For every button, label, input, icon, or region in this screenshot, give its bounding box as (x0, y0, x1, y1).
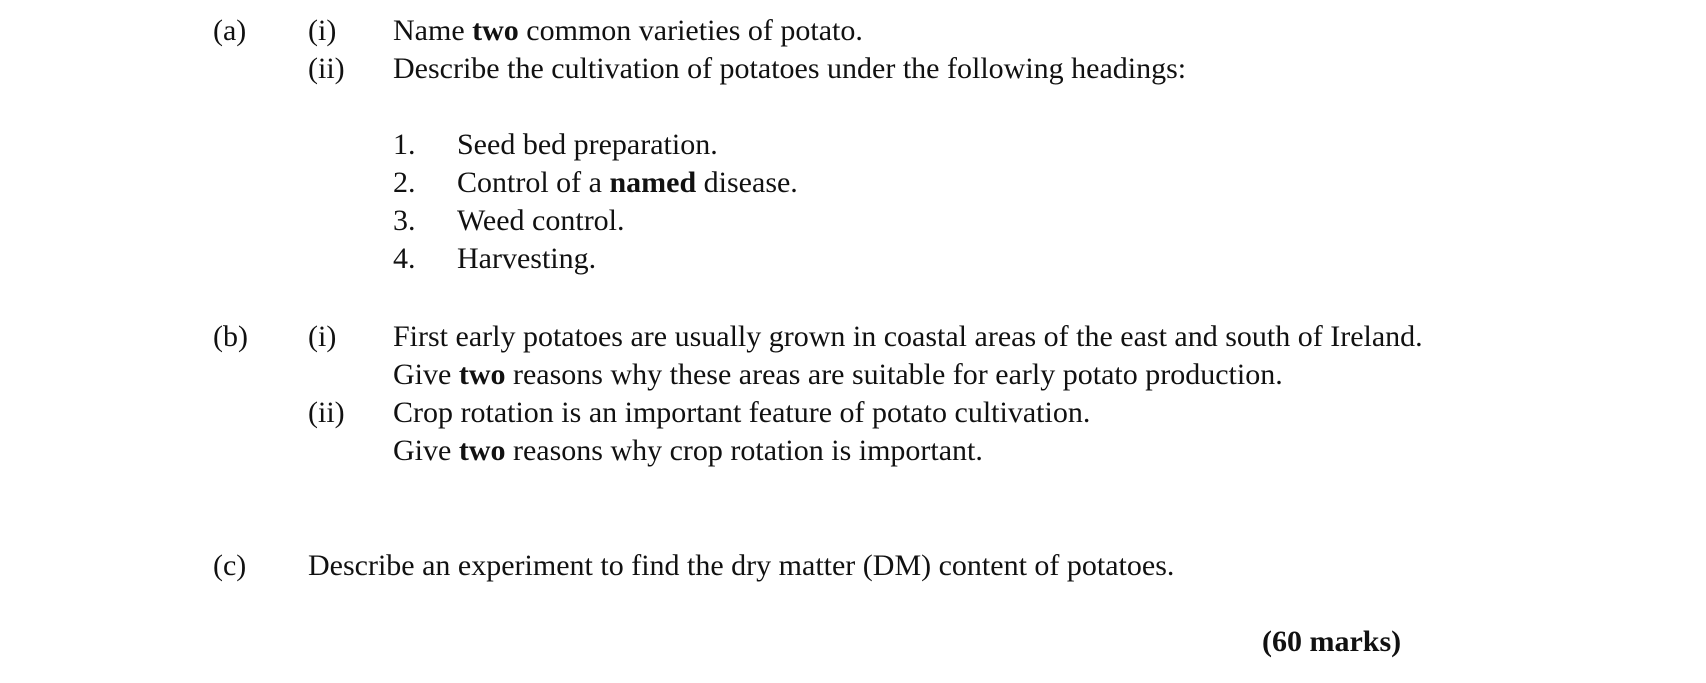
part-b-i-line2-post: reasons why these areas are suitable for early potato production. (505, 358, 1283, 391)
part-b-i-line1: First early potatoes are usually grown in coastal areas of the east and south of Ireland. (393, 320, 1423, 353)
part-b-i-label: (i) (308, 320, 337, 353)
part-b-ii-line2 (393, 432, 983, 470)
part-a-ii-text: Describe the cultivation of potatoes under the following headings: (393, 52, 1187, 85)
heading-2-post: disease. (696, 166, 798, 199)
part-b-ii-line2-pre: Give (393, 434, 459, 467)
part-c-label: (c) (213, 549, 247, 582)
part-a-i-pre: Name (393, 14, 473, 47)
part-b-ii-line1: Crop rotation is an important feature of potato cultivation. (393, 396, 1091, 429)
heading-4-num: 4. (393, 242, 416, 275)
heading-2-text (457, 164, 798, 202)
heading-4-text: Harvesting. (457, 242, 597, 275)
part-a-i-label: (i) (308, 14, 337, 47)
part-b-ii-line2-post: reasons why crop rotation is important. (505, 434, 983, 467)
part-b-i-line2-bold: two (458, 358, 506, 391)
part-a-i-post: common varieties of potato. (518, 14, 863, 47)
part-c-text: Describe an experiment to find the dry matter (DM) content of potatoes. (308, 549, 1175, 582)
part-b-i-line2-pre: Give (393, 358, 459, 391)
marks-label: (60 marks) (1262, 625, 1402, 658)
part-b-label: (b) (213, 320, 248, 353)
part-b-i-line2 (393, 356, 1283, 394)
part-a-i-text (393, 12, 863, 50)
part-a-ii-label: (ii) (308, 52, 345, 85)
part-a-label: (a) (213, 14, 247, 47)
part-b-ii-label: (ii) (308, 396, 345, 429)
heading-3-text: Weed control. (457, 204, 625, 237)
heading-3-num: 3. (393, 204, 416, 237)
heading-2-pre: Control of a (457, 166, 610, 199)
heading-1-text: Seed bed preparation. (457, 128, 718, 161)
heading-2-bold: named (609, 166, 697, 199)
part-b-ii-line2-bold: two (458, 434, 506, 467)
heading-2-num: 2. (393, 166, 416, 199)
part-a-i-bold: two (472, 14, 519, 47)
heading-1-num: 1. (393, 128, 416, 161)
